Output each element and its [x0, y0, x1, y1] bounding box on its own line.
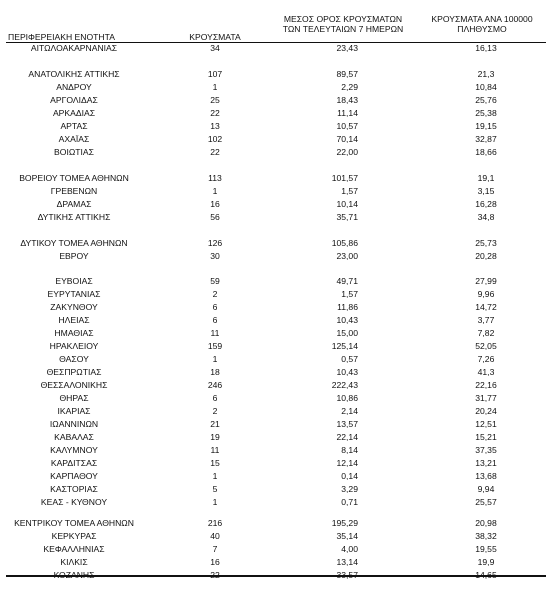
region-name-cell: ΔΡΑΜΑΣ — [56, 199, 92, 209]
cases-cell: 16 — [210, 557, 220, 567]
avg-7-days-cell: 12,14 — [336, 458, 358, 468]
table-row — [0, 211, 548, 223]
cases-cell: 2 — [212, 289, 218, 299]
region-name-cell: ΘΑΣΟΥ — [59, 354, 89, 364]
header-avg-7-days — [268, 14, 418, 34]
table-row — [0, 120, 548, 132]
cases-per-100k-cell: 3,15 — [477, 186, 495, 196]
region-name-cell: ΑΙΤΩΛΟΑΚΑΡΝΑΝΙΑΣ — [30, 43, 118, 53]
table-row — [0, 94, 548, 106]
region-name-cell: ΘΕΣΣΑΛΟΝΙΚΗΣ — [40, 380, 108, 390]
avg-7-days-cell: 13,57 — [336, 419, 358, 429]
cases-cell: 102 — [207, 134, 223, 144]
region-name-cell: ΚΑΒΑΛΑΣ — [54, 432, 94, 442]
cases-cell: 2 — [212, 406, 218, 416]
region-name-cell: ΕΥΡΥΤΑΝΙΑΣ — [47, 289, 101, 299]
avg-7-days-cell: 0,57 — [341, 354, 358, 364]
region-name-cell: ΘΕΣΠΡΩΤΙΑΣ — [46, 367, 102, 377]
avg-7-days-cell: 35,14 — [336, 531, 358, 541]
table-row — [0, 275, 548, 287]
table-row — [0, 107, 548, 119]
table-row — [0, 327, 548, 339]
table-row — [0, 457, 548, 469]
region-name-cell: ΗΜΑΘΙΑΣ — [54, 328, 94, 338]
cases-per-100k-cell: 31,77 — [475, 393, 497, 403]
cases-per-100k-cell: 3,77 — [477, 315, 495, 325]
cases-cell: 1 — [212, 354, 218, 364]
region-name-cell: ΚΑΛΥΜΝΟΥ — [50, 445, 98, 455]
avg-7-days-cell: 3,29 — [341, 484, 358, 494]
avg-7-days-cell: 10,43 — [336, 367, 358, 377]
table-row — [0, 340, 548, 352]
avg-7-days-cell: 11,14 — [337, 108, 358, 118]
table-row — [0, 470, 548, 482]
region-name-cell: ΚΑΡΔΙΤΣΑΣ — [50, 458, 98, 468]
cases-cell: 113 — [208, 173, 222, 183]
region-name-cell: ΔΥΤΙΚΗΣ ΑΤΤΙΚΗΣ — [37, 212, 111, 222]
table-row — [0, 431, 548, 443]
table-row — [0, 483, 548, 495]
cases-per-100k-cell: 41,3 — [477, 367, 495, 377]
avg-7-days-cell: 15,00 — [336, 328, 358, 338]
region-name-cell: ΚΕΑΣ - ΚΥΘΝΟΥ — [40, 497, 108, 507]
cases-per-100k-cell: 25,57 — [475, 497, 497, 507]
avg-7-days-cell: 18,43 — [336, 95, 358, 105]
region-name-cell: ΕΥΒΟΙΑΣ — [55, 276, 93, 286]
cases-cell: 13 — [210, 121, 220, 131]
cases-cell: 107 — [207, 69, 223, 79]
table-row — [0, 418, 548, 430]
table-row — [0, 185, 548, 197]
region-name-cell: ΚΑΣΤΟΡΙΑΣ — [50, 484, 98, 494]
avg-7-days-cell: 105,86 — [331, 238, 358, 248]
avg-7-days-cell: 70,14 — [336, 134, 358, 144]
avg-7-days-cell: 2,14 — [341, 406, 358, 416]
header-per100k-line-2: ΠΛΗΘΥΣΜΟ — [457, 24, 507, 34]
table-row — [0, 237, 548, 249]
avg-7-days-cell: 2,29 — [341, 82, 358, 92]
table-row — [0, 444, 548, 456]
table-row — [0, 68, 548, 80]
header-avg-line-1: ΜΕΣΟΣ ΟΡΟΣ ΚΡΟΥΣΜΑΤΩΝ — [283, 14, 403, 24]
cases-per-100k-cell: 20,98 — [475, 518, 497, 528]
avg-7-days-cell: 222,43 — [331, 380, 358, 390]
cases-cell: 6 — [212, 393, 218, 403]
cases-cell: 1 — [212, 82, 218, 92]
table-row — [0, 81, 548, 93]
avg-7-days-cell: 10,57 — [336, 121, 358, 131]
avg-7-days-cell: 101,57 — [331, 173, 358, 183]
table-row — [0, 198, 548, 210]
cases-per-100k-cell: 7,82 — [477, 328, 495, 338]
region-name-cell: ΑΡΚΑΔΙΑΣ — [52, 108, 96, 118]
avg-7-days-cell: 89,57 — [336, 69, 358, 79]
region-name-cell: ΑΧΑΪΑΣ — [58, 134, 90, 144]
cases-per-100k-cell: 19,1 — [477, 173, 495, 183]
cases-per-100k-cell: 25,76 — [475, 95, 497, 105]
region-name-cell: ΘΗΡΑΣ — [59, 393, 89, 403]
cases-cell: 11 — [210, 445, 220, 455]
avg-7-days-cell: 195,29 — [331, 518, 358, 528]
region-name-cell: ΑΝΔΡΟΥ — [56, 82, 92, 92]
cases-per-100k-cell: 37,35 — [475, 445, 497, 455]
region-name-cell: ΚΑΡΠΑΘΟΥ — [50, 471, 98, 481]
avg-7-days-cell: 0,71 — [341, 497, 358, 507]
avg-7-days-cell: 23,00 — [336, 251, 358, 261]
cases-per-100k-cell: 19,55 — [475, 544, 497, 554]
avg-7-days-cell: 22,00 — [336, 147, 358, 157]
region-name-cell: ΚΕΝΤΡΙΚΟΥ ΤΟΜΕΑ ΑΘΗΝΩΝ — [14, 518, 134, 528]
region-name-cell: ΗΛΕΙΑΣ — [58, 315, 90, 325]
table-row — [0, 530, 548, 542]
cases-cell: 40 — [210, 531, 220, 541]
avg-7-days-cell: 10,14 — [336, 199, 358, 209]
table-row — [0, 288, 548, 300]
cases-cell: 126 — [207, 238, 223, 248]
table-row — [0, 314, 548, 326]
cases-per-100k-cell: 16,28 — [475, 199, 497, 209]
cases-cell: 56 — [210, 212, 220, 222]
header-cases-per-100k — [418, 14, 546, 34]
region-name-cell: ΗΡΑΚΛΕΙΟΥ — [49, 341, 99, 351]
region-name-cell: ΕΒΡΟΥ — [59, 251, 89, 261]
table-row — [0, 517, 548, 529]
region-name-cell: ΚΕΡΚΥΡΑΣ — [51, 531, 97, 541]
region-name-cell: ΚΕΦΑΛΛΗΝΙΑΣ — [43, 544, 105, 554]
cases-per-100k-cell: 52,05 — [475, 341, 497, 351]
avg-7-days-cell: 35,71 — [336, 212, 358, 222]
table-row — [0, 250, 548, 262]
table-row — [0, 379, 548, 391]
cases-per-100k-cell: 25,73 — [475, 238, 497, 248]
cases-per-100k-cell: 32,87 — [475, 134, 497, 144]
table-row — [0, 366, 548, 378]
cases-per-100k-cell: 14,72 — [475, 302, 497, 312]
table-row — [0, 496, 548, 508]
table-row — [0, 301, 548, 313]
avg-7-days-cell: 10,86 — [336, 393, 358, 403]
region-name-cell: ΒΟΡΕΙΟΥ ΤΟΜΕΑ ΑΘΗΝΩΝ — [19, 173, 129, 183]
cases-per-100k-cell: 15,21 — [475, 432, 497, 442]
avg-7-days-cell: 1,57 — [341, 186, 358, 196]
table-row — [0, 405, 548, 417]
table-row — [0, 543, 548, 555]
cases-per-100k-cell: 25,38 — [475, 108, 497, 118]
table-row — [0, 146, 548, 158]
cases-per-100k-cell: 19,9 — [477, 557, 495, 567]
avg-7-days-cell: 22,14 — [336, 432, 358, 442]
cases-cell: 25 — [210, 95, 220, 105]
cases-cell: 22 — [210, 147, 220, 157]
cases-cell: 19 — [210, 432, 220, 442]
cases-per-100k-cell: 22,16 — [475, 380, 497, 390]
table-row — [0, 42, 548, 54]
cases-per-100k-cell: 13,21 — [475, 458, 497, 468]
cases-cell: 21 — [210, 419, 220, 429]
cases-cell: 15 — [210, 458, 220, 468]
region-name-cell: ΓΡΕΒΕΝΩΝ — [50, 186, 98, 196]
region-name-cell: ΒΟΙΩΤΙΑΣ — [54, 147, 94, 157]
table-row — [0, 133, 548, 145]
cases-per-100k-cell: 9,96 — [477, 289, 495, 299]
cases-cell: 1 — [212, 471, 218, 481]
region-name-cell: ΑΝΑΤΟΛΙΚΗΣ ΑΤΤΙΚΗΣ — [28, 69, 120, 79]
cases-cell: 11 — [210, 328, 220, 338]
cases-cell: 30 — [210, 251, 220, 261]
cases-per-100k-cell: 38,32 — [475, 531, 497, 541]
cases-per-100k-cell: 12,51 — [475, 419, 497, 429]
cases-cell: 1 — [212, 497, 218, 507]
avg-7-days-cell: 23,43 — [336, 43, 358, 53]
avg-7-days-cell: 11,86 — [337, 302, 358, 312]
cases-per-100k-cell: 20,24 — [475, 406, 497, 416]
region-name-cell: ΙΩΑΝΝΙΝΩΝ — [49, 419, 99, 429]
cases-per-100k-cell: 19,15 — [475, 121, 497, 131]
region-name-cell: ΚΙΛΚΙΣ — [60, 557, 88, 567]
avg-7-days-cell: 1,57 — [341, 289, 358, 299]
cases-cell: 22 — [210, 108, 220, 118]
cases-cell: 1 — [212, 186, 218, 196]
avg-7-days-cell: 13,14 — [336, 557, 358, 567]
table-row — [0, 556, 548, 568]
cases-per-100k-cell: 21,3 — [477, 69, 495, 79]
cases-cell: 34 — [210, 43, 220, 53]
cases-per-100k-cell: 16,13 — [475, 43, 497, 53]
cases-cell: 59 — [210, 276, 220, 286]
region-name-cell: ΑΡΓΟΛΙΔΑΣ — [50, 95, 98, 105]
cases-per-100k-cell: 34,8 — [477, 212, 495, 222]
cases-cell: 5 — [212, 484, 218, 494]
table-row — [0, 172, 548, 184]
region-name-cell: ΔΥΤΙΚΟΥ ΤΟΜΕΑ ΑΘΗΝΩΝ — [20, 238, 128, 248]
region-name-cell: ΑΡΤΑΣ — [60, 121, 88, 131]
avg-7-days-cell: 10,43 — [336, 315, 358, 325]
cases-per-100k-cell: 27,99 — [475, 276, 497, 286]
cases-per-100k-cell: 7,26 — [477, 354, 495, 364]
cases-cell: 16 — [210, 199, 220, 209]
avg-7-days-cell: 125,14 — [331, 341, 358, 351]
cases-per-100k-cell: 18,66 — [475, 147, 497, 157]
header-cases: ΚΡΟΥΣΜΑΤΑ — [189, 32, 241, 42]
region-name-cell: ΖΑΚΥΝΘΟΥ — [50, 302, 98, 312]
avg-7-days-cell: 4,00 — [341, 544, 358, 554]
cases-cell: 18 — [210, 367, 220, 377]
region-name-cell: ΙΚΑΡΙΑΣ — [57, 406, 91, 416]
table-row — [0, 353, 548, 365]
cases-cell: 6 — [212, 302, 218, 312]
table-row — [0, 392, 548, 404]
cases-cell: 246 — [207, 380, 223, 390]
header-avg-line-2: ΤΩΝ ΤΕΛΕΥΤΑΙΩΝ 7 ΗΜΕΡΩΝ — [282, 24, 404, 34]
cases-per-100k-cell: 13,68 — [475, 471, 497, 481]
cases-per-100k-cell: 9,94 — [477, 484, 495, 494]
header-region: ΠΕΡΙΦΕΡΕΙΑΚΗ ΕΝΟΤΗΤΑ — [8, 32, 115, 42]
avg-7-days-cell: 0,14 — [341, 471, 358, 481]
cases-per-100k-cell: 20,28 — [475, 251, 497, 261]
cases-cell: 7 — [212, 544, 218, 554]
cases-cell: 6 — [212, 315, 218, 325]
cases-per-100k-cell: 10,84 — [475, 82, 497, 92]
table-bottom-divider — [6, 575, 546, 577]
avg-7-days-cell: 8,14 — [341, 445, 358, 455]
cases-cell: 159 — [207, 341, 223, 351]
avg-7-days-cell: 49,71 — [336, 276, 358, 286]
cases-cell: 216 — [207, 518, 223, 528]
header-per100k-line-1: ΚΡΟΥΣΜΑΤΑ ΑΝΑ 100000 — [431, 14, 533, 24]
